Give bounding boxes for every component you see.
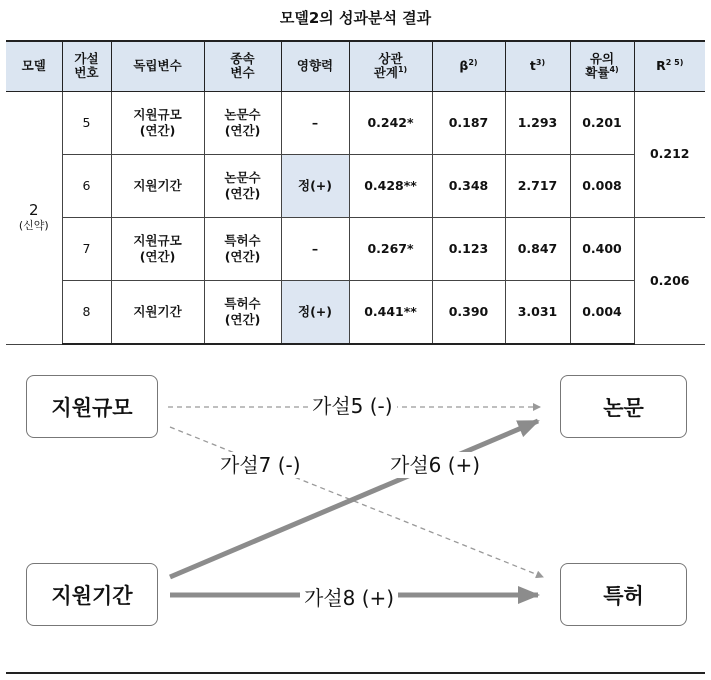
box-paper: 논문 [560,375,687,438]
hypothesis-diagram [0,355,711,655]
box-support-scale: 지원규모 [26,375,158,438]
table-row [6,218,705,281]
label-hypothesis-8: 가설8 (+) [300,585,398,611]
independent-variable: 지원기간 [111,281,204,344]
correlation-value: 0.267* [349,218,432,281]
beta-value: 0.348 [432,154,505,217]
model-cell: 2 (신약) [6,91,62,344]
t-value: 1.293 [505,91,570,154]
hypothesis-number: 8 [62,281,111,344]
header-beta: $\beta^{2)}$ [432,41,505,91]
correlation-value: 0.428** [349,154,432,217]
header-t: $t^{3)}$ [505,41,570,91]
significance-value: 0.008 [570,154,634,217]
header-independent-variable: 독립변수 [111,41,204,91]
influence-value: – [281,218,349,281]
header-significance: 유의 확률$^{4)}$ [570,41,634,91]
t-value: 3.031 [505,281,570,344]
table-row [6,281,705,344]
dependent-variable: 특허수 (연간) [204,281,281,344]
bottom-divider [6,672,705,674]
significance-value: 0.201 [570,91,634,154]
beta-value: 0.187 [432,91,505,154]
t-value: 0.847 [505,218,570,281]
label-hypothesis-5: 가설5 (-) [308,393,397,419]
hypothesis-number: 7 [62,218,111,281]
dependent-variable: 특허수 (연간) [204,218,281,281]
box-patent: 특허 [560,563,687,626]
header-r-squared: $R^{2 5)}$ [634,41,705,91]
table-header-row [6,41,705,91]
header-influence: 영향력 [281,41,349,91]
page-title: 모델2의 성과분석 결과 [279,9,432,27]
results-table [6,40,705,345]
label-hypothesis-7: 가설7 (-) [216,452,305,478]
header-model: 모델 [6,41,62,91]
table-row [6,91,705,154]
influence-value: 정(+) [281,281,349,344]
independent-variable: 지원기간 [111,154,204,217]
h6-solid-arrow [170,421,538,577]
significance-value: 0.004 [570,281,634,344]
correlation-value: 0.441** [349,281,432,344]
header-dependent-variable: 종속 변수 [204,41,281,91]
dependent-variable: 논문수 (연간) [204,154,281,217]
header-correlation: 상관 관계$^{1)}$ [349,41,432,91]
hypothesis-number: 5 [62,91,111,154]
beta-value: 0.390 [432,281,505,344]
correlation-value: 0.242* [349,91,432,154]
hypothesis-number: 6 [62,154,111,217]
box-support-period: 지원기간 [26,563,158,626]
significance-value: 0.400 [570,218,634,281]
influence-value: 정(+) [281,154,349,217]
r-squared-value: 0.206 [634,218,705,345]
r-squared-value: 0.212 [634,91,705,218]
influence-value: – [281,91,349,154]
independent-variable: 지원규모 (연간) [111,91,204,154]
table-row [6,154,705,217]
independent-variable: 지원규모 (연간) [111,218,204,281]
t-value: 2.717 [505,154,570,217]
dependent-variable: 논문수 (연간) [204,91,281,154]
beta-value: 0.123 [432,218,505,281]
label-hypothesis-6: 가설6 (+) [386,452,484,478]
header-hypothesis-no: 가설 번호 [62,41,111,91]
